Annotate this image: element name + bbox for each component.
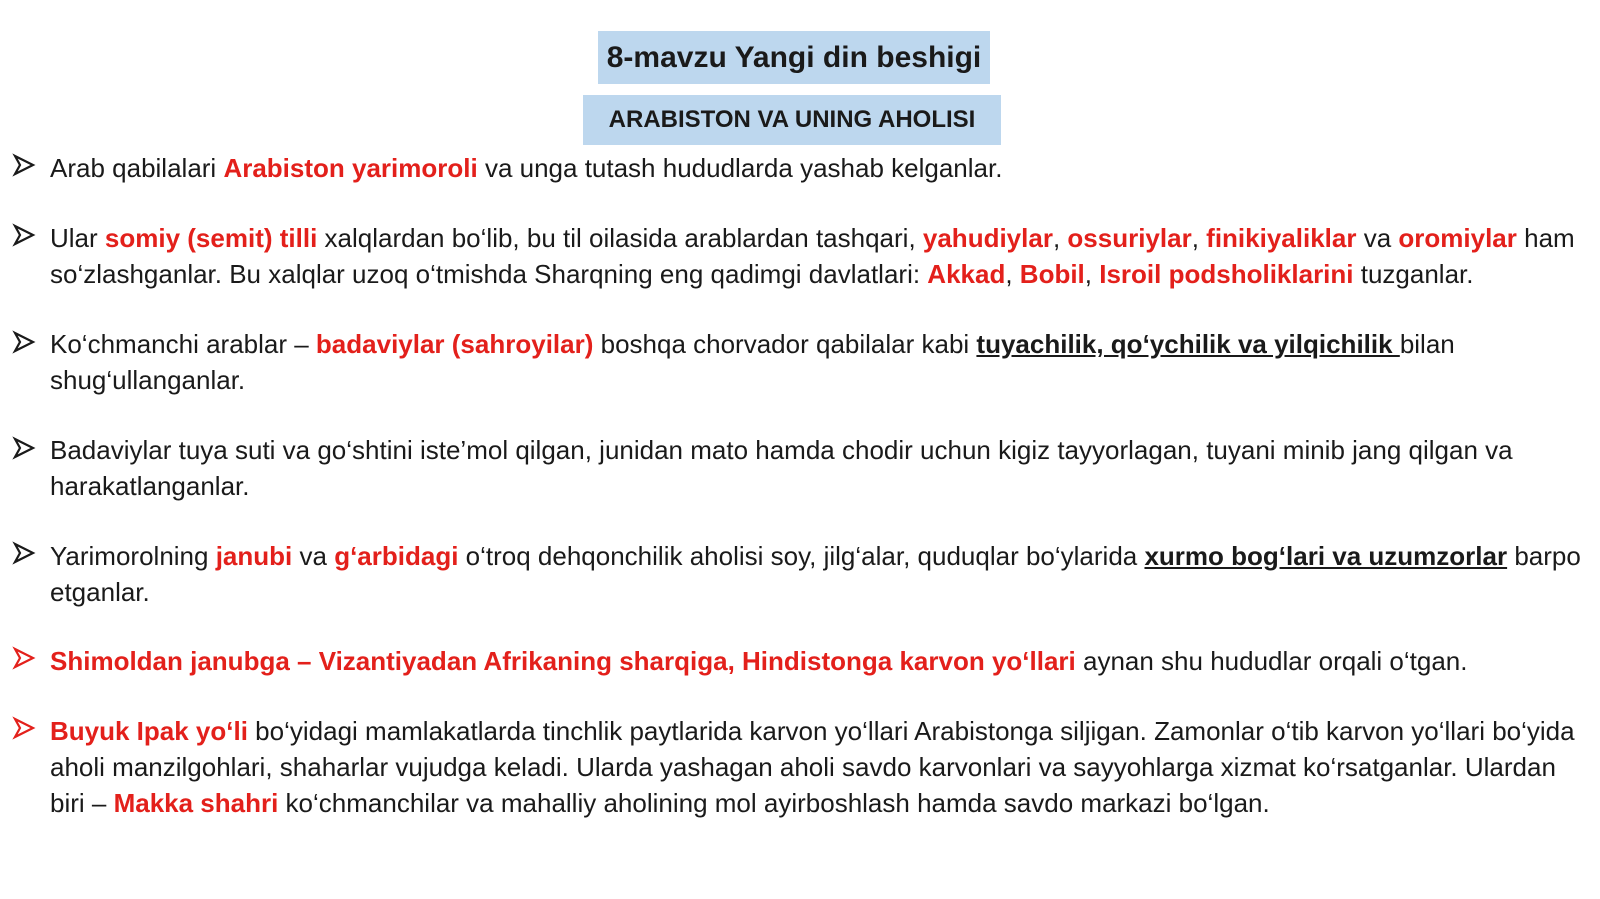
bullet-text-segment: , [1084,259,1100,289]
bullet-text-segment: ham so‘zlashganlar. Bu xalqlar uzoq o‘tmishda Sharqning eng qadimgi davlatlari: [50,223,1575,289]
bullet-text-segment: Arab qabilalari [50,153,224,183]
bullet-text-segment: boshqa chorvador qabilalar kabi [593,329,977,359]
bullet-item-6 [50,643,1590,679]
bullet-text-segment: Makka shahri [113,788,279,818]
bullet-text-segment: va [1356,223,1399,253]
bullet-text-segment: Badaviylar tuya suti va go‘shtini iste’mol qilgan, junidan mato hamda chodir uchun kigiz tayyorlagan, tuyani minib jang qilgan va harakatlanganlar. [50,435,1513,501]
bullet-text-segment: oromiylar [1398,223,1517,253]
bullet-text-segment: Shimoldan janubga – Vizantiyadan Afrikaning sharqiga, Hindistonga karvon yo‘llari [50,646,1076,676]
arrow-bullet-icon [12,436,38,462]
bullet-text-segment: Bobil [1019,259,1085,289]
bullet-text-segment: Buyuk Ipak yo‘li [50,716,248,746]
bullet-text-segment: va unga tutash hududlarda yashab kelganlar. [477,153,1003,183]
bullet-text-segment: bo‘yidagi mamlakatlarda tinchlik paytlarida karvon yo‘llari Arabistonga siljigan. Zamonlar o‘tib karvon yo‘llari bo‘yida aholi manzilgohlari, shaharlar vujudga keladi. Ularda yashagan aholi savdo karvonlari va sayyohlarga xizmat ko‘rsatganlar. Ulardan biri – [50,716,1575,818]
bullet-text-segment: bilan shug‘ullanganlar. [50,329,1455,395]
bullet-item-4 [50,432,1590,504]
bullet-text-segment: barpo etganlar. [50,541,1581,607]
slide-title: 8-mavzu Yangi din beshigi [606,40,982,74]
bullet-text-segment: badaviylar (sahroyilar) [315,329,594,359]
bullet-text-segment: Akkad [927,259,1006,289]
bullet-item-1 [50,150,1590,186]
bullet-text-segment: , [1052,223,1068,253]
bullet-text-segment: Ko‘chmanchi arablar – [50,329,316,359]
bullet-text-segment: , [1191,223,1207,253]
bullet-text-segment: Arabiston yarimoroli [223,153,478,183]
arrow-bullet-icon [12,541,38,567]
bullet-text-segment: tuzganlar. [1353,259,1474,289]
bullet-item-3 [50,326,1590,398]
bullet-item-5 [50,538,1590,610]
bullet-item-7 [50,713,1590,821]
bullet-text-segment: va [292,541,335,571]
bullet-text-segment: g‘arbidagi [334,541,459,571]
arrow-bullet-icon [12,716,38,742]
bullet-text-segment: , [1005,259,1020,289]
bullet-text-segment: Yarimorolning [50,541,216,571]
bullet-text-segment: Ular [50,223,105,253]
bullet-text-segment: o‘troq dehqonchilik aholisi soy, jilg‘alar, quduqlar bo‘ylarida [458,541,1145,571]
bullet-text-segment: ossuriylar [1067,223,1192,253]
bullet-text-segment: ko‘chmanchilar va mahalliy aholining mol ayirboshlash hamda savdo markazi bo‘lgan. [278,788,1270,818]
bullet-text-segment: aynan shu hududlar orqali o‘tgan. [1075,646,1468,676]
bullet-text-segment: somiy (semit) tilli [104,223,318,253]
bullet-text-segment: xurmo bog‘lari va uzumzorlar [1144,541,1508,571]
bullet-text-segment: xalqlardan bo‘lib, bu til oilasida arablardan tashqari, [317,223,923,253]
arrow-bullet-icon [12,223,38,249]
arrow-bullet-icon [12,646,38,672]
arrow-bullet-icon [12,153,38,179]
bullet-text-segment: yahudiylar [922,223,1053,253]
bullet-text-segment: janubi [215,541,293,571]
bullet-text-segment: finikiyaliklar [1206,223,1357,253]
bullet-text-segment: tuyachilik, qo‘ychilik va yilqichilik [976,329,1400,359]
arrow-bullet-icon [12,330,38,356]
slide-subtitle: ARABISTON VA UNING AHOLISI [608,106,976,133]
bullet-item-2 [50,220,1590,292]
bullet-text-segment: Isroil podsholiklarini [1099,259,1354,289]
